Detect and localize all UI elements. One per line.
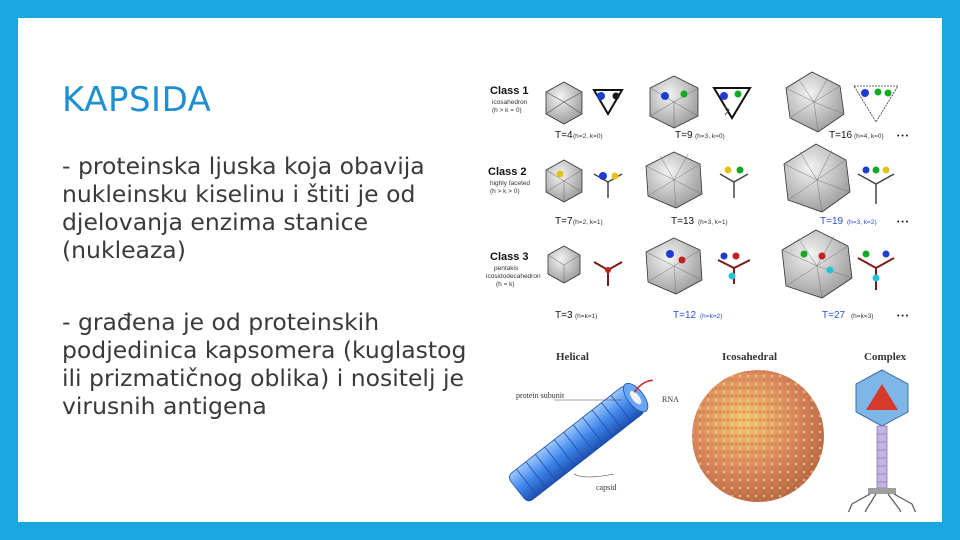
svg-text:Complex: Complex — [864, 351, 907, 363]
svg-text:(h=3, k=1): (h=3, k=1) — [698, 219, 728, 226]
svg-text:(h=k=1): (h=k=1) — [575, 313, 598, 320]
svg-text:(h > k = 0): (h > k = 0) — [492, 107, 522, 114]
slide-title: KAPSIDA — [62, 80, 212, 120]
slide — [18, 18, 942, 522]
row-2-capsids — [546, 144, 909, 227]
complex-phage — [846, 370, 918, 512]
svg-text:T=9: T=9 — [675, 130, 693, 141]
icosahedral-capsid — [692, 370, 824, 502]
row-3-capsids — [548, 230, 909, 321]
svg-text:T=16: T=16 — [829, 130, 853, 141]
svg-text:(h=k=2): (h=k=2) — [700, 313, 723, 320]
svg-text:(h = k): (h = k) — [496, 281, 515, 288]
svg-text:(h=k=3): (h=k=3) — [851, 313, 874, 320]
svg-text:T=19: T=19 — [820, 216, 844, 227]
svg-text:(h=2, k=1): (h=2, k=1) — [573, 219, 603, 226]
svg-text:Icosahedral: Icosahedral — [722, 351, 777, 363]
svg-text:• • •: • • • — [897, 313, 909, 320]
svg-text:capsid: capsid — [596, 483, 617, 492]
svg-text:icosahedron: icosahedron — [492, 99, 528, 106]
svg-text:T=13: T=13 — [671, 216, 695, 227]
svg-text:• • •: • • • — [897, 219, 909, 226]
svg-text:T=3: T=3 — [555, 310, 573, 321]
svg-text:highly faceted: highly faceted — [490, 180, 531, 187]
row-1-capsids — [546, 72, 909, 141]
svg-text:(h=3, k=0): (h=3, k=0) — [695, 133, 725, 140]
svg-text:(h > k > 0): (h > k > 0) — [490, 188, 520, 195]
svg-text:icosidodecahedron: icosidodecahedron — [486, 273, 541, 280]
svg-text:Class 1: Class 1 — [490, 85, 529, 97]
svg-text:T=4: T=4 — [555, 130, 573, 141]
class-2-label — [488, 166, 530, 195]
svg-text:• • •: • • • — [897, 133, 909, 140]
class-1-label — [490, 85, 529, 114]
svg-text:T=12: T=12 — [673, 310, 697, 321]
svg-text:Class 2: Class 2 — [488, 166, 527, 178]
svg-text:(h=2, k=0): (h=2, k=0) — [573, 133, 603, 140]
svg-text:T=27: T=27 — [822, 310, 846, 321]
svg-text:RNA: RNA — [662, 395, 679, 404]
virus-types-panel — [507, 351, 918, 512]
paragraph-2: - građena je od proteinskih podjedinica kapsomera (kuglastog ili prizmatičnog oblika) i nositelj je virusnih antigena — [62, 308, 467, 420]
class-3-label — [486, 251, 541, 288]
svg-text:protein subunit: protein subunit — [516, 391, 565, 400]
svg-text:T=7: T=7 — [555, 216, 573, 227]
svg-text:pentakis: pentakis — [494, 265, 519, 272]
svg-text:(h=3, k=2): (h=3, k=2) — [847, 219, 877, 226]
paragraph-1: - proteinska ljuska koja obavija nukleinsku kiselinu i štiti je od djelovanja enzima stanice (nukleaza) — [62, 152, 425, 264]
capsid-figure — [462, 66, 922, 512]
svg-text:(h=4, k=0): (h=4, k=0) — [854, 133, 884, 140]
svg-text:Helical: Helical — [556, 351, 589, 363]
svg-text:Class 3: Class 3 — [490, 251, 529, 263]
helical-capsid — [507, 369, 665, 503]
